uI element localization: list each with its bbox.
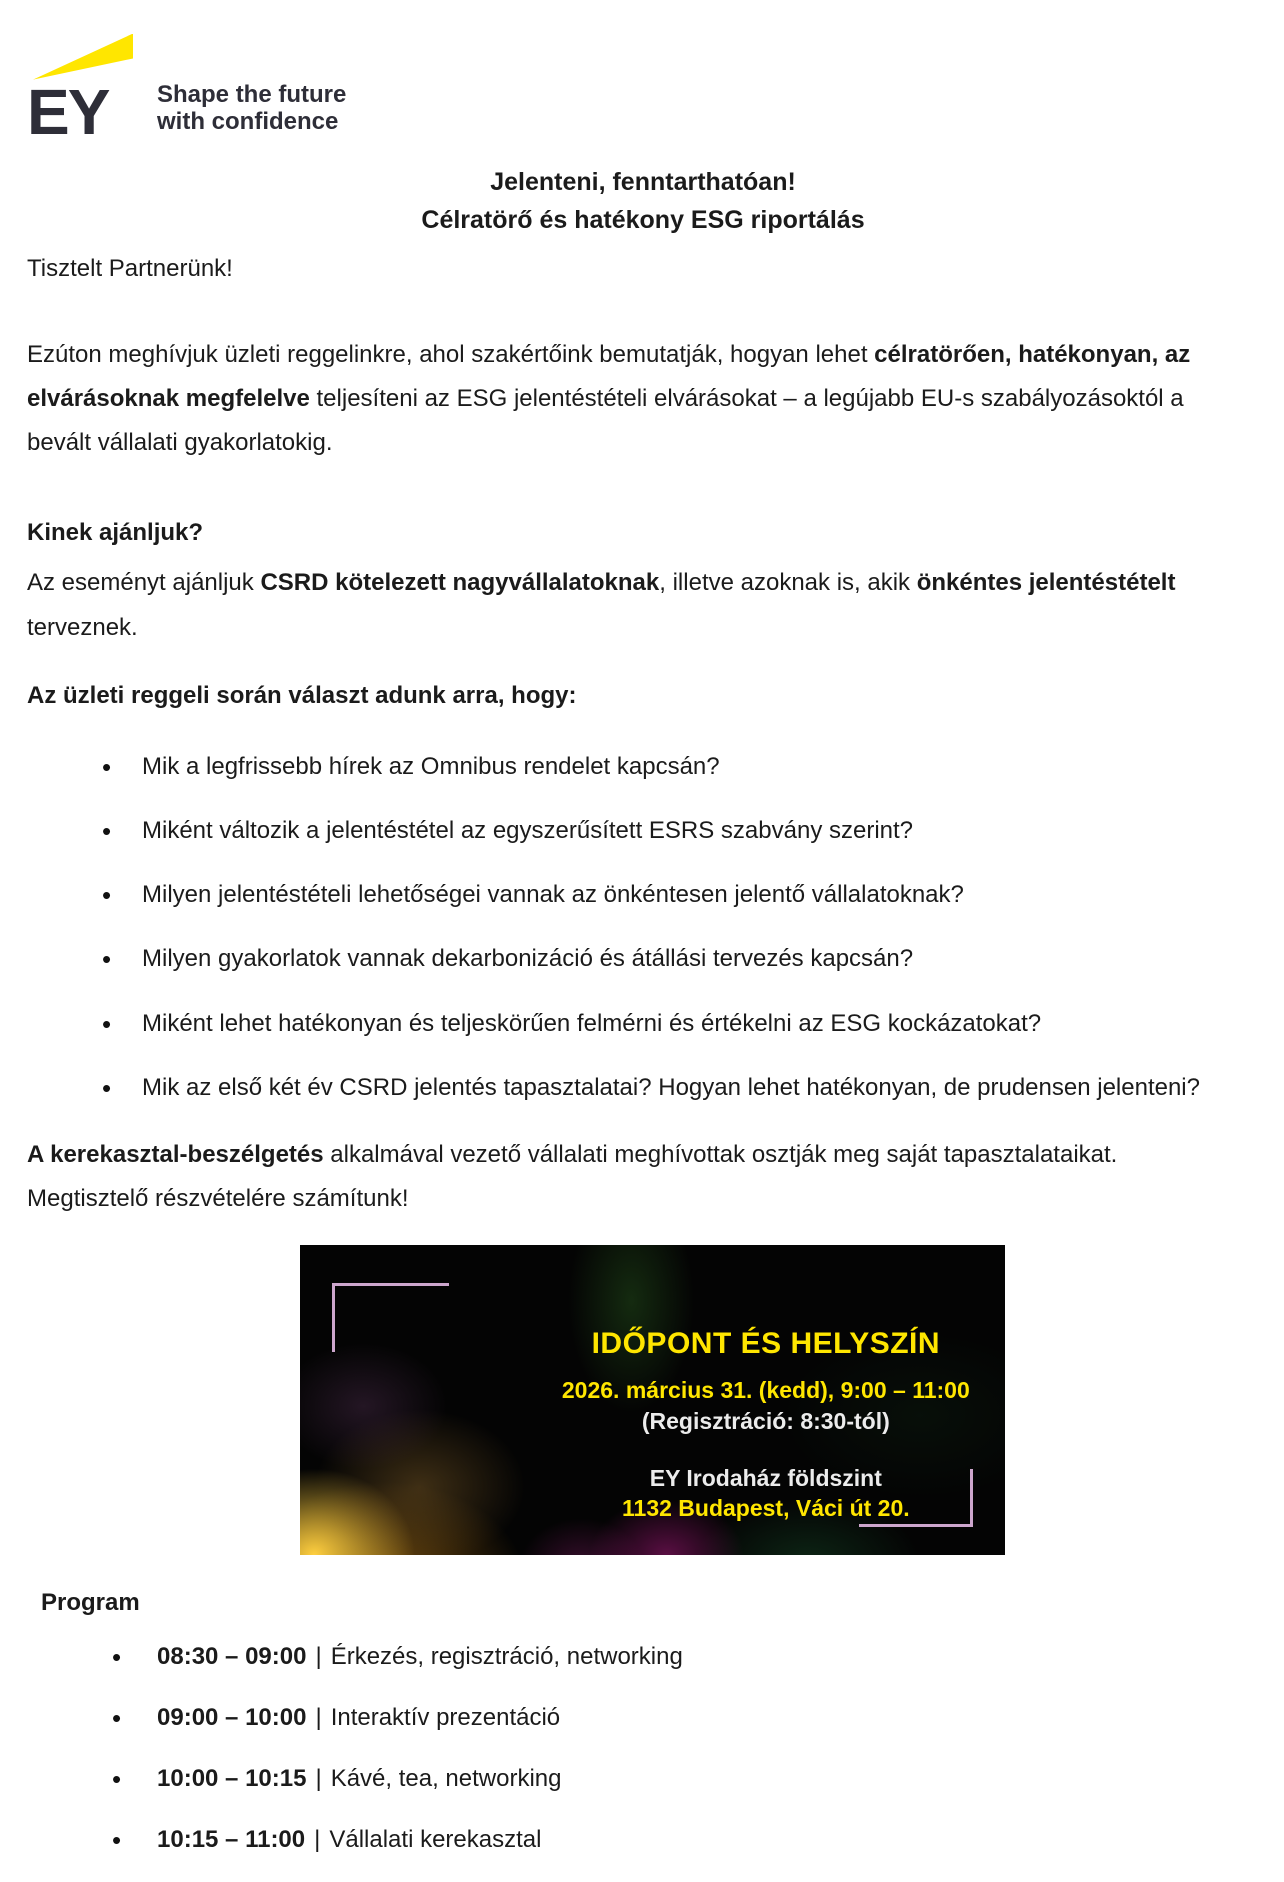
banner-date: 2026. március 31. (kedd), 9:00 – 11:00	[561, 1377, 970, 1404]
program-item	[112, 1822, 1207, 1858]
program-item-separator: |	[315, 1765, 322, 1793]
roundtable-paragraph	[27, 1133, 1207, 1221]
program-item-label: Vállalati kerekasztal	[329, 1826, 542, 1854]
program-item	[112, 1639, 1207, 1675]
roundtable-text: alkalmával vezető vállalati meghívottak osztják meg saját tapasztalataikat. Megtisztelő részvételére számítunk!	[27, 1140, 1118, 1213]
program-list	[112, 1639, 1207, 1858]
audience-paragraph	[27, 561, 1207, 649]
intro-text-bold: célratörően, hatékonyan, az elvárásoknak megfelelve	[27, 341, 1191, 413]
page-title-line2: Célratörő és hatékony ESG riportálás	[421, 205, 865, 234]
ey-mark	[27, 34, 139, 148]
audience-text-1: Az eseményt ajánljuk	[27, 569, 261, 597]
banner-registration: (Regisztráció: 8:30-tól)	[641, 1407, 890, 1434]
agenda-item: • Mik a legfrissebb hírek az Omnibus rendelet kapcsán?	[102, 748, 1207, 785]
banner-venue-line2: 1132 Budapest, Váci út 20.	[622, 1495, 910, 1522]
program-item-label: Érkezés, regisztráció, networking	[330, 1643, 683, 1671]
ey-logo	[27, 16, 1207, 148]
audience-heading: Kinek ajánljuk?	[27, 519, 204, 547]
intro-paragraph	[27, 333, 1207, 465]
audience-text-bold-2: önkéntes jelentéstételt	[916, 569, 1176, 597]
intro-text-2: teljesíteni az ESG jelentéstételi elvárásokat – a legújabb EU-s szabályozásoktól a bevált vállalati gyakorlatokig.	[27, 385, 1184, 457]
ey-wordmark: EY	[27, 75, 109, 148]
page-title-line1: Jelenteni, fenntarthatóan!	[490, 168, 796, 196]
program-item-separator: |	[315, 1704, 322, 1732]
page-title	[79, 164, 1207, 239]
program-item-separator: |	[314, 1826, 321, 1854]
program-item-separator: |	[315, 1643, 322, 1671]
ey-tagline-line1: Shape the future	[157, 80, 347, 108]
program-item-label: Interaktív prezentáció	[330, 1704, 561, 1732]
agenda-item: • Mik az első két év CSRD jelentés tapasztalatai? Hogyan lehet hatékonyan, de prudensen jelenteni?	[102, 1069, 1207, 1106]
audience-text-bold-1: CSRD kötelezett nagyvállalatoknak	[260, 569, 660, 597]
program-item-time: 10:15 – 11:00	[157, 1826, 306, 1854]
ey-tagline-line2: with confidence	[157, 108, 339, 136]
program-item	[112, 1761, 1207, 1797]
agenda-item: • Miként változik a jelentéstétel az egyszerűsített ESRS szabvány szerint?	[102, 812, 1207, 849]
banner-text-block	[533, 1245, 999, 1523]
agenda-list	[102, 748, 1207, 1106]
agenda-item: • Milyen jelentéstételi lehetőségei vannak az önkéntesen jelentő vállalatoknak?	[102, 876, 1207, 913]
program-item-time: 10:00 – 10:15	[157, 1765, 307, 1793]
banner-heading: IDŐPONT ÉS HELYSZÍN	[591, 1327, 941, 1361]
program-heading: Program	[41, 1589, 140, 1617]
agenda-item: • Miként lehet hatékonyan és teljeskörűen felmérni és értékelni az ESG kockázatokat?	[102, 1005, 1207, 1042]
ey-beam-icon	[33, 34, 133, 82]
corner-bracket-top-left-icon	[332, 1283, 449, 1352]
program-item-label: Kávé, tea, networking	[330, 1765, 562, 1793]
program-item	[112, 1700, 1207, 1736]
ey-tagline	[157, 81, 346, 138]
agenda-heading: Az üzleti reggeli során választ adunk arra, hogy:	[27, 681, 577, 709]
agenda-item: • Milyen gyakorlatok vannak dekarbonizáció és átállási tervezés kapcsán?	[102, 940, 1207, 977]
program-item-time: 09:00 – 10:00	[157, 1704, 307, 1732]
program-item-time: 08:30 – 09:00	[157, 1643, 307, 1671]
event-banner-image	[300, 1245, 1005, 1555]
banner-venue-line1: EY Irodaház földszint	[649, 1464, 882, 1491]
intro-text-1: Ezúton meghívjuk üzleti reggelinkre, ahol szakértőink bemutatják, hogyan lehet	[27, 341, 875, 368]
roundtable-text-bold: A kerekasztal-beszélgetés	[27, 1140, 324, 1168]
audience-text-3: terveznek.	[27, 613, 138, 641]
audience-text-2: , illetve azoknak is, akik	[659, 569, 917, 597]
greeting: Tisztelt Partnerünk!	[27, 255, 233, 282]
